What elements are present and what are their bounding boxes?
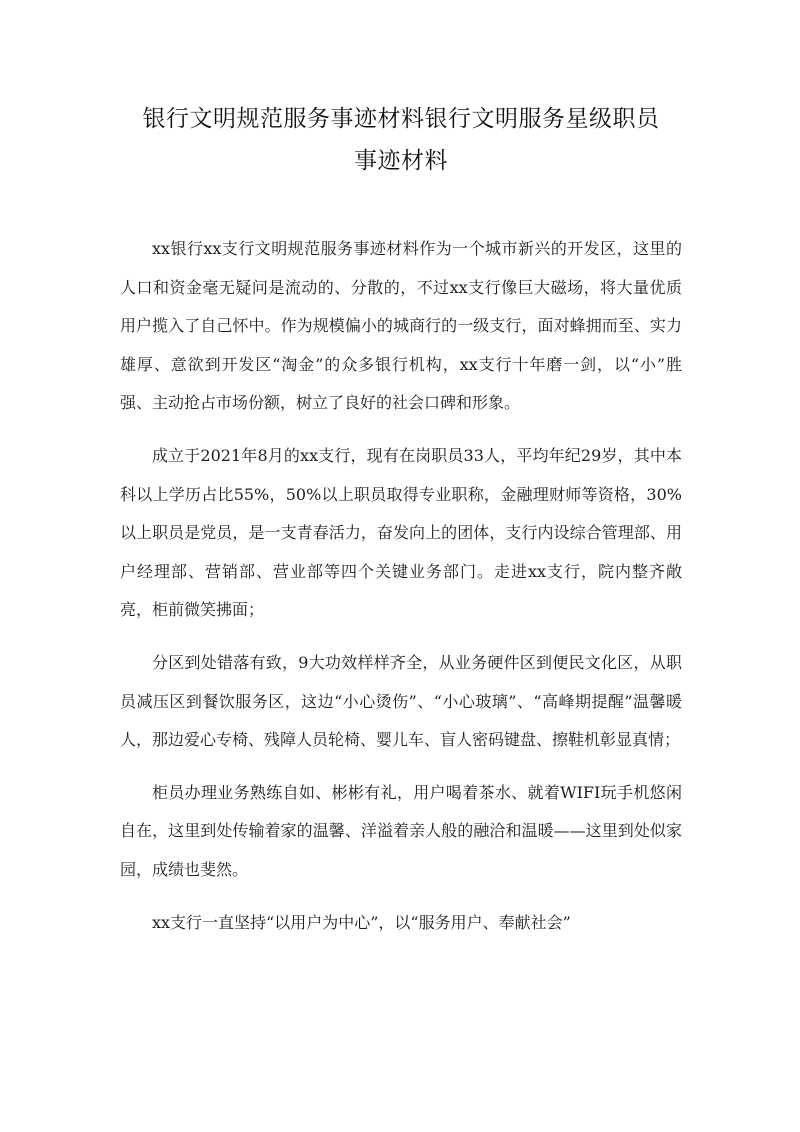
document-title xyxy=(120,98,682,182)
document-title-line-2: 事迹材料 xyxy=(354,148,448,174)
paragraph-1: xx银行xx支行文明规范服务事迹材料作为一个城市新兴的开发区，这里的人口和资金毫无疑问是流动的、分散的，不过xx支行像巨大磁场，将大量优质用户揽入了自己怀中。作为规模偏小的城商行的一级支行，面对蜂拥而至、实力雄厚、意欲到开发区“淘金”的众多银行机构，xx支行十年磨一剑，以“小”胜强、主动抢占市场份额，树立了良好的社会口碑和形象。 xyxy=(120,239,682,413)
paragraph-3: 分区到处错落有致，9大功效样样齐全，从业务硬件区到便民文化区，从职员减压区到餐饮服务区，这边“小心烫伤”、“小心玻璃”、“高峰期提醒”温馨暖人，那边爱心专椅、残障人员轮椅、婴儿车、盲人密码键盘、擦鞋机彰显真情； xyxy=(120,652,682,750)
paragraph-5: xx支行一直坚持“以用户为中心”，以“服务用户、奉献社会” xyxy=(152,912,571,932)
document-title-line-1: 银行文明规范服务事迹材料银行文明服务星级职员 xyxy=(142,106,660,132)
document-body xyxy=(120,230,682,942)
paragraph-4: 柜员办理业务熟练自如、彬彬有礼，用户喝着茶水、就着WIFI玩手机悠闲自在，这里到处传输着家的温馨、洋溢着亲人般的融洽和温暖——这里到处似家园，成绩也斐然。 xyxy=(120,782,682,879)
paragraph-2: 成立于2021年8月的xx支行，现有在岗职员33人，平均年纪29岁，其中本科以上学历占比55%，50%以上职员取得专业职称，金融理财师等资格，30%以上职员是党员，是一支青春活力，奋发向上的团体，支行内设综合管理部、用户经理部、营销部、营业部等四个关键业务部门。走进xx支行，院内整齐敞亮，柜前微笑拂面； xyxy=(120,445,682,620)
